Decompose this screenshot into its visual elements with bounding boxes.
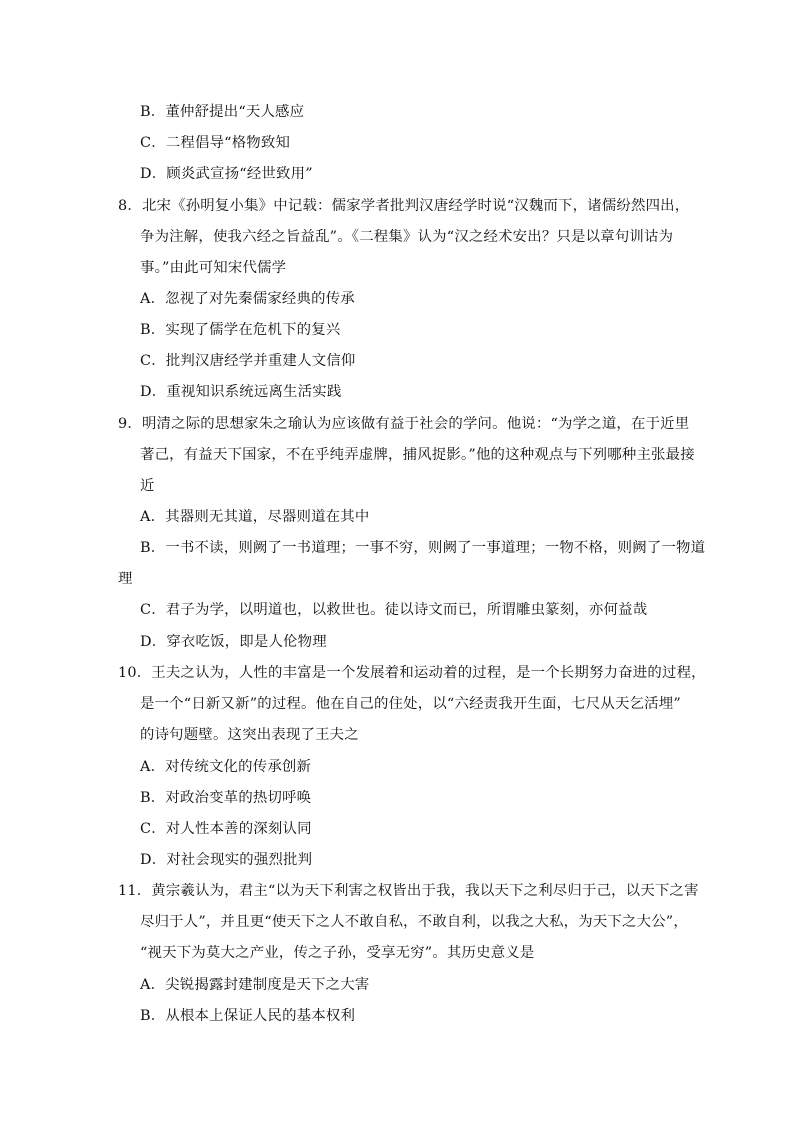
q8-option-b: B．实现了儒学在危机下的复兴 bbox=[140, 322, 341, 338]
q8-stem-line-3: 事。”由此可知宋代儒学 bbox=[140, 260, 287, 276]
q10-option-c: C．对人性本善的深刻认同 bbox=[140, 821, 312, 837]
q10-stem-line-1: 10．王夫之认为，人性的丰富是一个发展着和运动着的过程，是一个长期努力奋进的过程， bbox=[118, 665, 706, 681]
q7-option-c: C．二程倡导“格物致知 bbox=[140, 135, 291, 151]
q9-option-d: D．穿衣吃饭，即是人伦物理 bbox=[140, 634, 327, 650]
q11-option-a: A．尖锐揭露封建制度是天下之大害 bbox=[140, 977, 370, 993]
q11-option-b: B．从根本上保证人民的基本权利 bbox=[140, 1008, 356, 1024]
q9-stem-line-2: 著己，有益天下国家，不在乎纯弄虚牌，捕风捉影。”他的这种观点与下列哪种主张最接 bbox=[140, 447, 695, 463]
q8-stem-line-2: 争为注解，使我六经之旨益乱”。《二程集》认为“汉之经术安出？只是以章句训诂为 bbox=[140, 229, 674, 245]
q9-option-c: C．君子为学，以明道也，以救世也。徒以诗文而已，所谓雕虫篆刻，亦何益哉 bbox=[140, 602, 648, 618]
q10-stem-line-2: 是一个“日新又新”的过程。他在自己的住处，以“六经责我开生面，七尺从天乞活埋” bbox=[140, 696, 681, 712]
q8-stem-line-1: 8．北宋《孙明复小集》中记载：儒家学者批判汉唐经学时说“汉魏而下，诸儒纷然四出， bbox=[118, 198, 690, 214]
q9-option-b-continued: 理 bbox=[118, 571, 133, 587]
q10-option-d: D．对社会现实的强烈批判 bbox=[140, 852, 313, 868]
q11-stem-line-2: 尽归于人”，并且更“使天下之人不敢自私，不敢自利，以我之大私，为天下之大公”， bbox=[140, 914, 688, 930]
q8-option-d: D．重视知识系统远离生活实践 bbox=[140, 384, 342, 400]
q8-option-a: A．忽视了对先秦儒家经典的传承 bbox=[140, 291, 355, 307]
q9-option-b: B．一书不读，则阙了一书道理；一事不穷，则阙了一事道理；一物不格，则阙了一物道 bbox=[140, 540, 706, 556]
q9-option-a: A．其器则无其道，尽器则道在其中 bbox=[140, 509, 370, 525]
q9-stem-line-3: 近 bbox=[140, 478, 155, 494]
q10-stem-line-3: 的诗句题壁。这突出表现了王夫之 bbox=[140, 727, 359, 743]
q10-option-b: B．对政治变革的热切呼唤 bbox=[140, 790, 312, 806]
q7-option-d: D．顾炎武宣扬“经世致用” bbox=[140, 166, 313, 182]
q8-option-c: C．批判汉唐经学并重建人文信仰 bbox=[140, 353, 356, 369]
q9-stem-line-1: 9．明清之际的思想家朱之瑜认为应该做有益于社会的学问。他说：“为学之道，在于近里 bbox=[118, 416, 690, 432]
q10-option-a: A．对传统文化的传承创新 bbox=[140, 759, 312, 775]
q11-stem-line-3: “视天下为莫大之产业，传之子孙，受享无穷”。其历史意义是 bbox=[140, 945, 535, 961]
q11-stem-line-1: 11．黄宗羲认为，君主“以为天下利害之权皆出于我，我以天下之利尽归于己，以天下之害 bbox=[118, 883, 699, 899]
q7-option-b: B．董仲舒提出“天人感应 bbox=[140, 104, 305, 120]
